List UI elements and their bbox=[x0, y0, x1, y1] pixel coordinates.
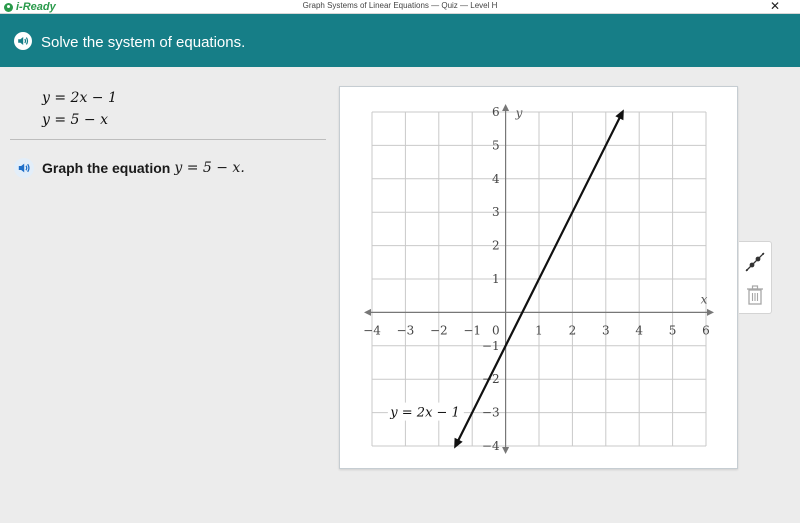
y-tick-label: 3 bbox=[491, 205, 500, 220]
coordinate-plane[interactable] bbox=[340, 87, 739, 470]
equation-1: y = 2x − 1 bbox=[42, 90, 117, 106]
y-tick-label: −2 bbox=[481, 372, 500, 387]
x-tick-label: 1 bbox=[535, 323, 543, 338]
prompt-label: Graph the equation bbox=[42, 160, 171, 176]
y-axis-label: y bbox=[515, 106, 523, 120]
question-prompt bbox=[14, 158, 245, 178]
y-axis-arrow-down bbox=[502, 447, 509, 454]
instruction-text: Solve the system of equations. bbox=[41, 34, 246, 51]
speaker-icon[interactable] bbox=[14, 32, 32, 50]
y-tick-label: 5 bbox=[491, 138, 500, 153]
x-tick-label: 2 bbox=[568, 323, 577, 338]
x-axis-arrow-left bbox=[364, 309, 371, 316]
graph-card[interactable] bbox=[339, 86, 738, 469]
x-tick-label: 6 bbox=[702, 323, 710, 338]
line-label: y = 2x − 1 bbox=[390, 405, 460, 421]
trash-icon[interactable] bbox=[744, 284, 766, 306]
divider bbox=[10, 139, 326, 140]
graph-tool-panel bbox=[739, 241, 772, 314]
x-axis-arrow-right bbox=[707, 309, 714, 316]
y-axis-arrow-up bbox=[502, 104, 509, 111]
instruction-banner bbox=[0, 14, 800, 67]
y-tick-label: 6 bbox=[491, 105, 500, 119]
y-tick-label: 2 bbox=[491, 238, 500, 253]
x-tick-label: −4 bbox=[363, 323, 381, 338]
y-tick-label: −3 bbox=[481, 405, 500, 420]
y-tick-label: 4 bbox=[491, 171, 500, 186]
x-tick-label: −2 bbox=[429, 323, 448, 338]
y-tick-label: −1 bbox=[481, 338, 500, 353]
x-tick-label: 4 bbox=[635, 323, 644, 338]
prompt-equation: y = 5 − x. bbox=[174, 160, 245, 176]
logo-text: i-Ready bbox=[16, 1, 56, 13]
close-button[interactable]: ✕ bbox=[769, 0, 780, 13]
y-tick-label: 1 bbox=[491, 272, 500, 286]
origin-label: 0 bbox=[491, 323, 500, 338]
equation-2: y = 5 − x bbox=[42, 112, 108, 128]
line-tool-icon[interactable] bbox=[744, 251, 766, 273]
y-tick-label: −4 bbox=[481, 439, 500, 453]
speaker-icon[interactable] bbox=[14, 158, 34, 178]
title-bar bbox=[0, 0, 800, 14]
x-tick-label: 5 bbox=[668, 323, 677, 338]
system-of-equations bbox=[42, 90, 117, 134]
window-title: Graph Systems of Linear Equations — Quiz — Level H bbox=[302, 1, 498, 10]
x-axis-label: x bbox=[700, 292, 708, 307]
x-tick-label: 3 bbox=[601, 323, 610, 338]
x-tick-label: −1 bbox=[463, 323, 482, 338]
x-tick-label: −3 bbox=[396, 323, 415, 338]
